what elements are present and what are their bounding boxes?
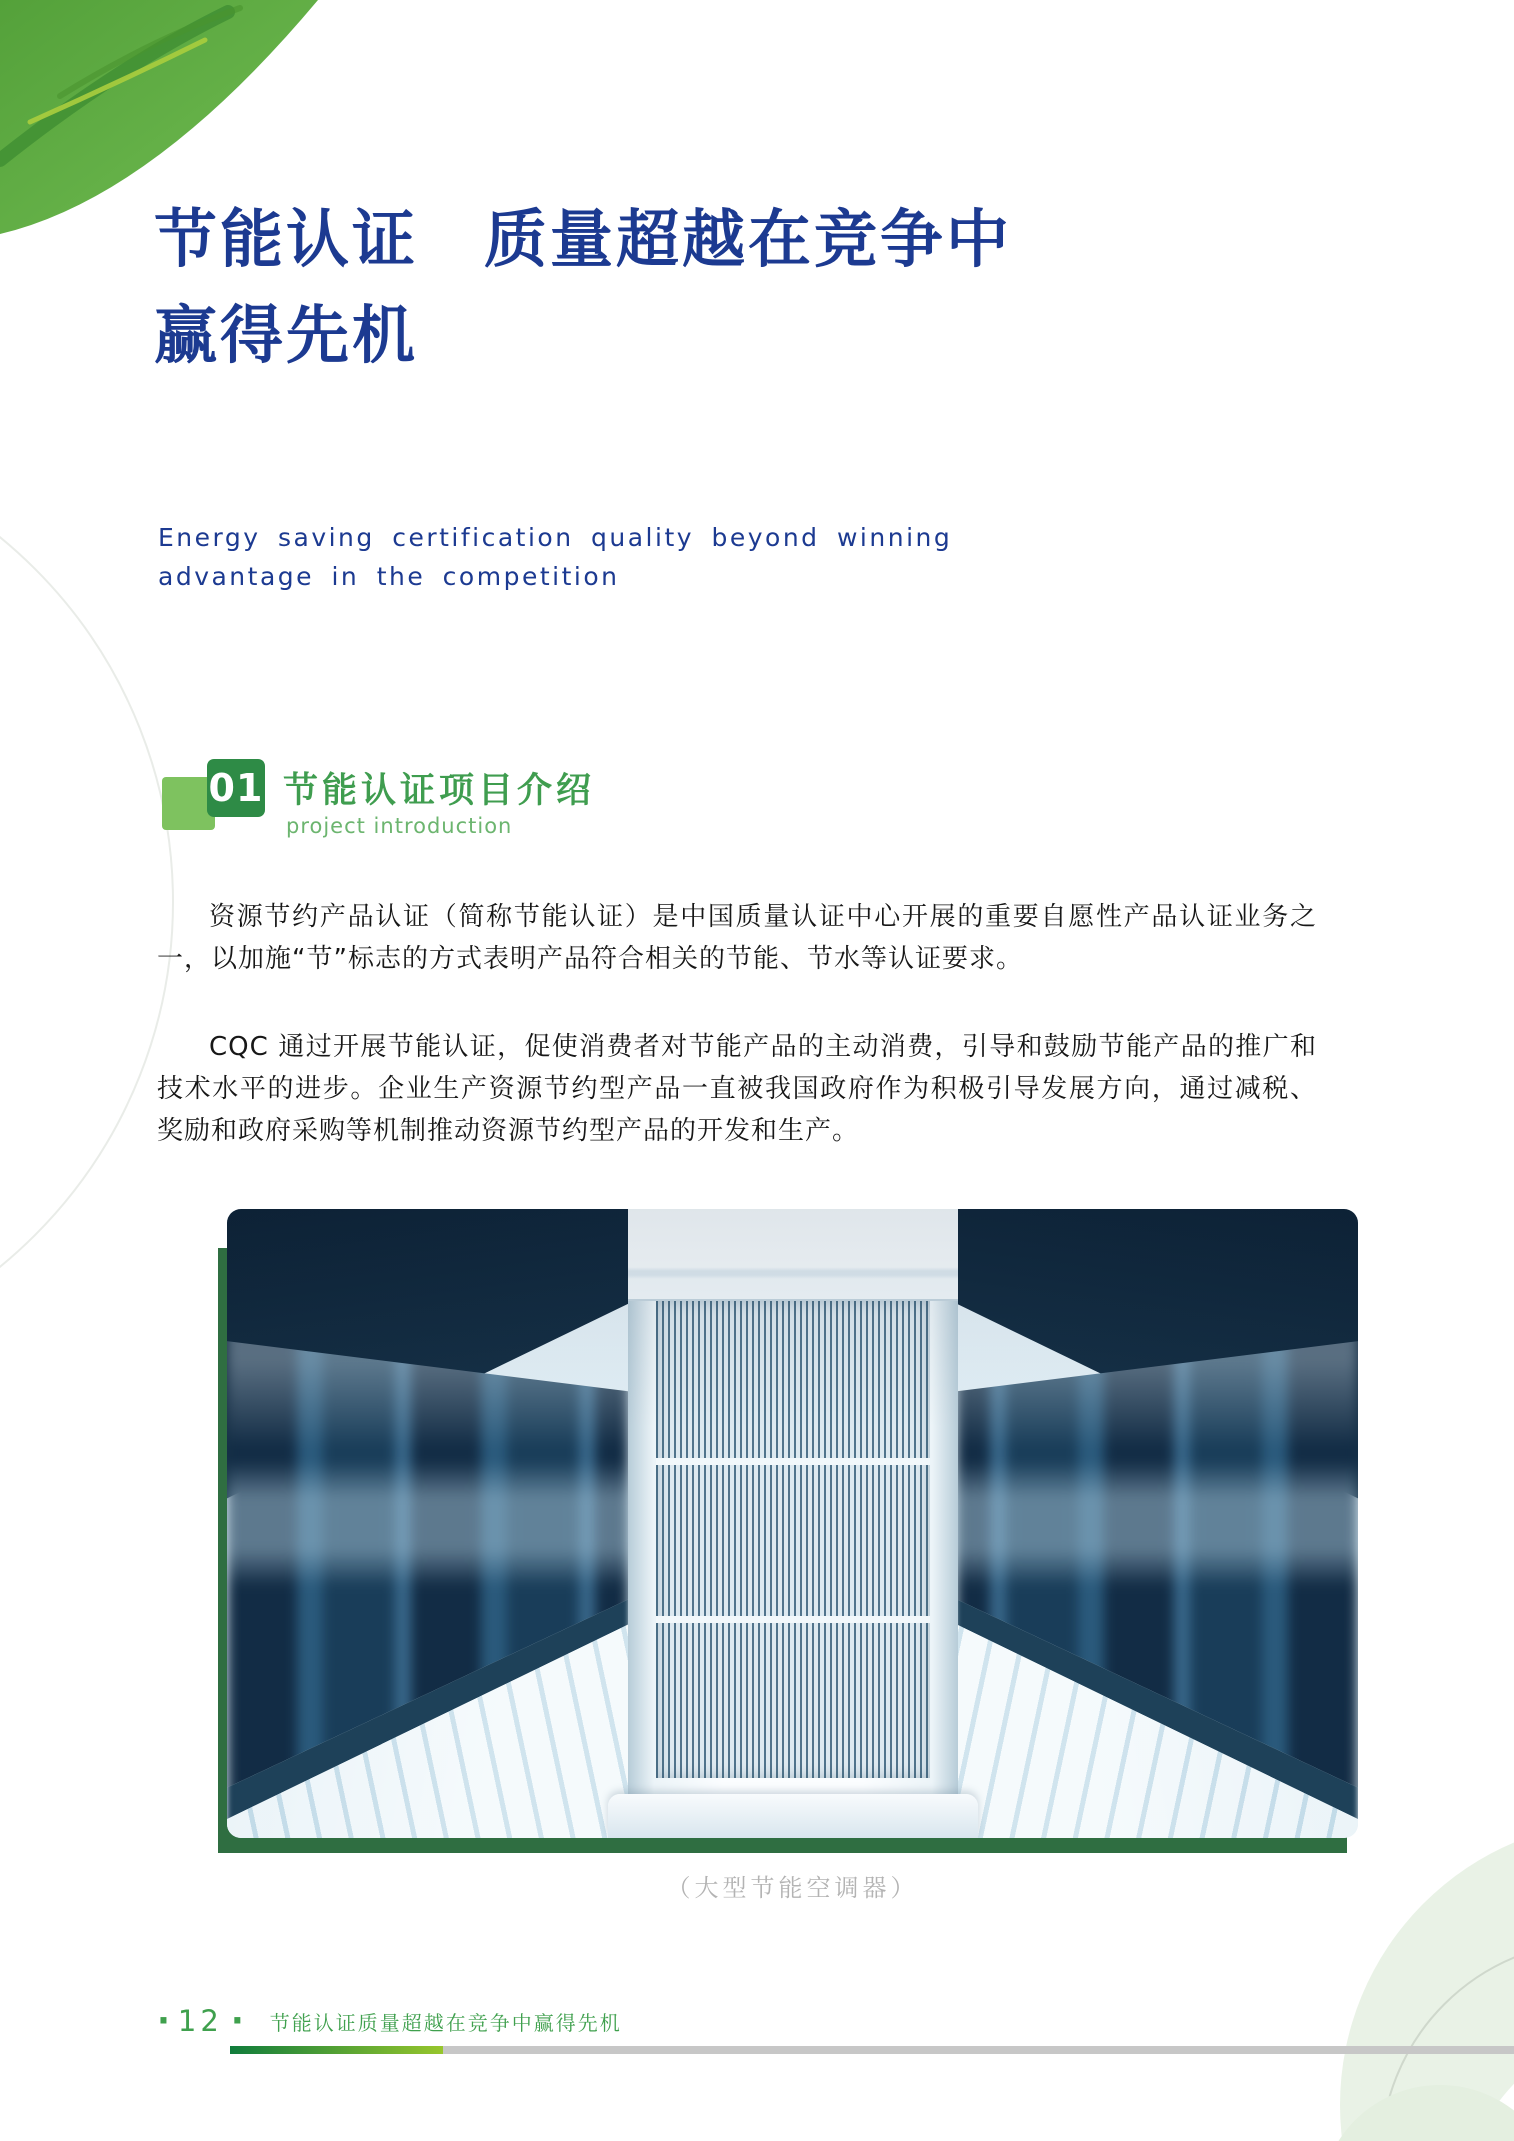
paragraph-cqc: CQC 通过开展节能认证，促使消费者对节能产品的主动消费，引导和鼓励节能产品的推广和技术水平的进步。企业生产资源节约型产品一直被我国政府作为积极引导发展方向，通过减税、奖励和政府采购等机制推动资源节约型产品的开发和生产。 <box>157 1032 1317 1146</box>
decorative-circle <box>1450 2010 1514 2141</box>
photo-left-platform <box>227 1209 629 1838</box>
page-subtitle-line2: advantage in the competition <box>158 562 620 591</box>
photo-ac-base <box>608 1794 978 1838</box>
section-title: 节能认证项目介绍 <box>283 771 596 811</box>
footer-rule-green-segment <box>230 2046 443 2054</box>
footer-rule <box>0 2046 1514 2054</box>
section-number: 01 <box>208 766 264 810</box>
photo-grille-divider <box>656 1458 930 1465</box>
page-title-line2: 赢得先机 <box>154 299 418 372</box>
page-subtitle-line1: Energy saving certification quality beyond winning <box>158 523 953 552</box>
subway-air-conditioner-photo <box>227 1209 1358 1838</box>
section-subtitle-english: project introduction <box>286 814 513 838</box>
page-number: 12 <box>177 2004 223 2038</box>
decorative-circle <box>1320 2085 1514 2141</box>
decorative-ring <box>0 430 174 1374</box>
page-title <box>154 192 1012 384</box>
page-footer <box>157 2001 622 2041</box>
footer-dot: · <box>230 2001 244 2041</box>
footer-rule-gray-segment <box>443 2046 1514 2054</box>
photo-right-platform <box>956 1209 1358 1838</box>
photo-grille-divider <box>656 1616 930 1623</box>
footer-running-title: 节能认证质量超越在竞争中赢得先机 <box>269 2010 622 2035</box>
body-paragraphs <box>157 896 1317 1152</box>
page-title-line1: 节能认证 质量超越在竞争中 <box>154 203 1012 276</box>
page-subtitle-english <box>158 518 952 596</box>
photo-caption: （大型节能空调器） <box>666 1874 919 1902</box>
photo-ac-column <box>628 1209 958 1812</box>
photo-ac-top-panel <box>628 1209 958 1301</box>
photo-ac-grille <box>656 1301 930 1778</box>
section-number-badge <box>207 759 265 817</box>
decorative-circle <box>1340 1820 1514 2141</box>
decorative-ring <box>1360 1910 1514 2141</box>
decorative-ring <box>1380 1940 1514 2141</box>
paragraph-intro: 资源节约产品认证（简称节能认证）是中国质量认证中心开展的重要自愿性产品认证业务之一，以加施“节”标志的方式表明产品符合相关的节能、节水等认证要求。 <box>157 902 1317 974</box>
footer-dot: · <box>157 2001 170 2041</box>
